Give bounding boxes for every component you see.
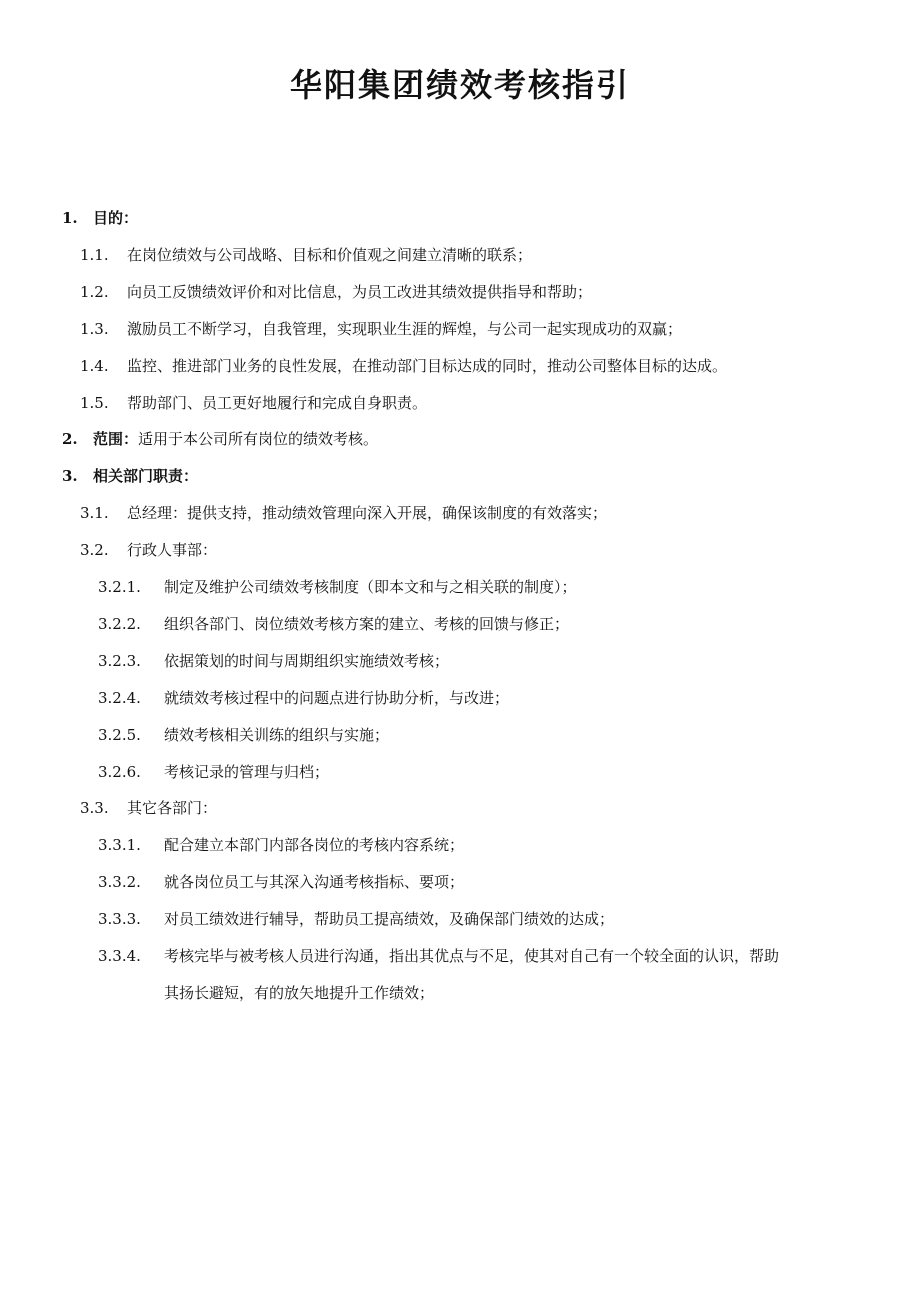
item-number: 1.5. bbox=[80, 394, 109, 412]
section-number: 3. bbox=[62, 467, 78, 485]
item-number: 3.2.4. bbox=[98, 689, 141, 707]
item-number: 3.3.3. bbox=[98, 910, 141, 928]
item-text: 考核记录的管理与归档； bbox=[164, 763, 330, 781]
item-text: 行政人事部： bbox=[127, 541, 218, 559]
document-title: 华阳集团绩效考核指引 bbox=[289, 66, 630, 104]
item-text: 总经理：提供支持，推动绩效管理向深入开展，确保该制度的有效落实； bbox=[127, 504, 608, 522]
item-number: 3.3.4. bbox=[98, 947, 141, 965]
section-number: 1. bbox=[62, 209, 78, 227]
item-text: 考核完毕与被考核人员进行沟通，指出其优点与不足，使其对自己有一个较全面的认识，帮助 bbox=[164, 947, 780, 965]
item-number: 3.2.5. bbox=[98, 726, 141, 744]
item-text: 就绩效考核过程中的问题点进行协助分析，与改进； bbox=[164, 689, 510, 707]
section-title: 范围： bbox=[93, 430, 139, 448]
item-number: 3.2. bbox=[80, 541, 109, 559]
item-text: 就各岗位员工与其深入沟通考核指标、要项； bbox=[164, 873, 465, 891]
item-number: 1.4. bbox=[80, 357, 109, 375]
item-number: 3.3. bbox=[80, 799, 109, 817]
item-text: 绩效考核相关训练的组织与实施； bbox=[164, 726, 390, 744]
item-number: 3.3.2. bbox=[98, 873, 141, 891]
item-number: 1.2. bbox=[80, 283, 109, 301]
item-number: 3.3.1. bbox=[98, 836, 141, 854]
item-text: 在岗位绩效与公司战略、目标和价值观之间建立清晰的联系； bbox=[127, 246, 533, 264]
item-text: 对员工绩效进行辅导，帮助员工提高绩效，及确保部门绩效的达成； bbox=[164, 910, 615, 928]
item-number: 3.2.1. bbox=[98, 578, 141, 596]
item-text: 组织各部门、岗位绩效考核方案的建立、考核的回馈与修正； bbox=[164, 615, 570, 633]
item-text: 激励员工不断学习，自我管理，实现职业生涯的辉煌，与公司一起实现成功的双赢； bbox=[127, 320, 683, 338]
item-text: 向员工反馈绩效评价和对比信息，为员工改进其绩效提供指导和帮助； bbox=[127, 283, 593, 301]
section-text: 适用于本公司所有岗位的绩效考核。 bbox=[138, 430, 379, 448]
item-text: 监控、推进部门业务的良性发展，在推动部门目标达成的同时，推动公司整体目标的达成。 bbox=[127, 357, 728, 375]
section-scope bbox=[93, 428, 378, 450]
item-number: 3.2.3. bbox=[98, 652, 141, 670]
item-number: 3.2.6. bbox=[98, 763, 141, 781]
item-number: 3.1. bbox=[80, 504, 109, 522]
item-text: 帮助部门、员工更好地履行和完成自身职责。 bbox=[127, 394, 428, 412]
item-text-continuation: 其扬长避短，有的放矢地提升工作绩效； bbox=[164, 984, 435, 1002]
item-number: 3.2.2. bbox=[98, 615, 141, 633]
item-text: 配合建立本部门内部各岗位的考核内容系统； bbox=[164, 836, 465, 854]
item-text: 依据策划的时间与周期组织实施绩效考核； bbox=[164, 652, 450, 670]
section-title: 目的： bbox=[93, 209, 139, 227]
item-number: 1.1. bbox=[80, 246, 109, 264]
item-text: 其它各部门： bbox=[127, 799, 218, 817]
section-number: 2. bbox=[62, 430, 78, 448]
item-text: 制定及维护公司绩效考核制度（即本文和与之相关联的制度）； bbox=[164, 578, 577, 596]
section-title: 相关部门职责： bbox=[93, 467, 199, 485]
item-number: 1.3. bbox=[80, 320, 109, 338]
